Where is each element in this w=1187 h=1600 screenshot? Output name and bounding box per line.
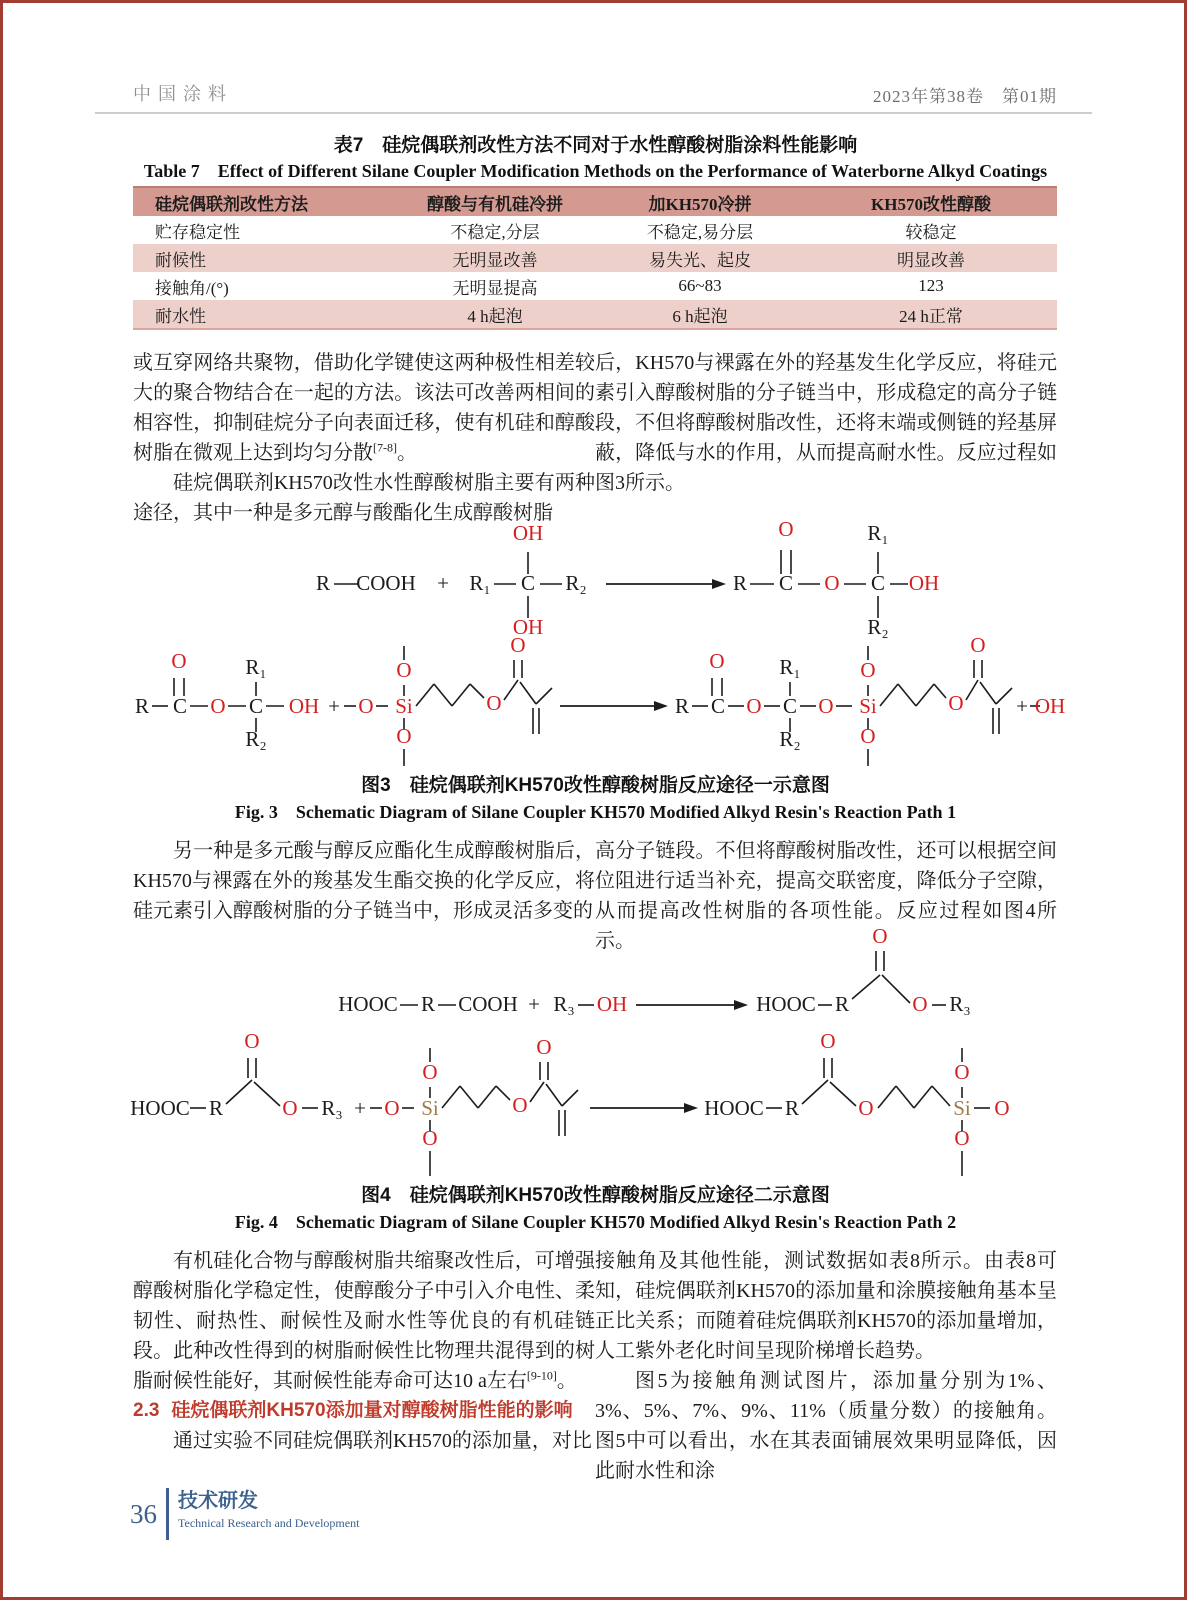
paragraph: 另一种是多元酸与醇反应酯化生成醇酸树脂后，KH570与裸露在外的羧基发生酯交换的化学反应，将硅元素引入醇酸树脂的分子链当中，形成灵活多变的	[133, 840, 595, 922]
svg-text:O: O	[396, 658, 412, 682]
table7-cell: 接触角/(°)	[155, 278, 229, 298]
svg-text:O: O	[858, 1096, 874, 1120]
svg-text:R₂: R₂	[867, 615, 889, 639]
svg-text:O: O	[778, 517, 794, 541]
svg-text:O: O	[384, 1096, 400, 1120]
table7-cell: 贮存稳定性	[155, 222, 240, 242]
svg-text:HOOC: HOOC	[130, 1096, 190, 1120]
table7-cell: 6 h起泡	[595, 300, 805, 329]
paragraph: 接触角及其他性能，测试数据如表8所示。由表8可知，硅烷偶联剂KH570的添加量和涂膜接触角基本呈正比关系；而随着硅烷偶联剂KH570的添加量增加，人工紫外老化时间呈现阶梯增长趋势。	[595, 1250, 1057, 1362]
page-border-left	[0, 0, 3, 1600]
paragraph: 后，KH570与裸露在外的羟基发生化学反应，将硅元素引入醇酸树脂的分子链当中，形成稳定的高分子链段，不但将醇酸树脂改性，还将末端或侧链的羟基屏蔽，降低与水的作用，从而提高耐水性。反应过程如图3所示。	[595, 352, 1057, 494]
citation-superscript: [9-10]	[526, 1368, 557, 1383]
paragraph: 通过实验不同硅烷偶联剂KH570的添加量，对比	[173, 1430, 592, 1452]
svg-text:C: C	[520, 571, 536, 595]
journal-name: 中国涂料	[133, 84, 233, 104]
body-column-right-1	[595, 348, 1057, 498]
svg-text:C: C	[710, 694, 726, 718]
svg-text:OH: OH	[512, 615, 544, 639]
table7-cell: 123	[918, 276, 944, 295]
footer-section	[178, 1488, 359, 1532]
section-number: 2.3	[133, 1400, 160, 1421]
svg-text:O: O	[171, 649, 187, 673]
paragraph: 图5为接触角测试图片，添加量分别为1%、3%、5%、7%、9%、11%（质量分数）的接触角。图5中可以看出，水在其表面铺展效果明显降低，因此耐水性和涂	[595, 1370, 1057, 1482]
svg-text:OH: OH	[908, 571, 940, 595]
svg-text:R: R	[674, 694, 690, 718]
svg-text:O: O	[510, 633, 526, 657]
svg-text:O: O	[820, 1029, 836, 1053]
svg-text:R: R	[834, 992, 850, 1016]
svg-text:R₁: R₁	[245, 655, 267, 679]
svg-text:+: +	[328, 694, 340, 718]
svg-text:R₃: R₃	[553, 992, 575, 1016]
svg-text:O: O	[860, 724, 876, 748]
table7	[133, 186, 1057, 330]
table7-cell: 4 h起泡	[395, 300, 595, 329]
table7-cell: 无明显提高	[452, 278, 538, 298]
svg-text:R₁: R₁	[779, 655, 801, 679]
svg-text:R₂: R₂	[779, 727, 801, 751]
fig3-caption-cn: 图3 硅烷偶联剂KH570改性醇酸树脂反应途径一示意图	[361, 775, 830, 796]
citation-superscript: [7-8]	[373, 440, 397, 455]
svg-text:R: R	[784, 1096, 800, 1120]
svg-text:C: C	[248, 694, 264, 718]
svg-text:O: O	[396, 724, 412, 748]
svg-text:C: C	[870, 571, 886, 595]
svg-text:OH: OH	[512, 521, 544, 545]
fig3-reaction-row2	[128, 628, 1066, 768]
svg-text:R: R	[732, 571, 748, 595]
svg-text:R: R	[208, 1096, 224, 1120]
body-column-left-3	[133, 1246, 595, 1456]
svg-text:R₃: R₃	[949, 992, 971, 1016]
paragraph	[133, 348, 595, 468]
body-column-left-1	[133, 348, 595, 528]
paragraph-text: 有机硅化合物与醇酸树脂共缩聚改性后，可增强醇酸树脂化学稳定性，使醇酸分子中引入介电性、柔韧性、耐热性、耐候性及耐水性等优良的有机硅链段。此种改性得到的树脂耐候性比物理共混得到的树脂耐候性能好，其耐候性能寿命可达10 a左右	[133, 1250, 595, 1392]
svg-text:O: O	[512, 1093, 528, 1117]
section-heading	[133, 1396, 595, 1426]
header-rule	[95, 112, 1092, 114]
table7-cell: 耐候性	[133, 244, 395, 272]
svg-text:Si: Si	[859, 694, 877, 718]
footer-section-en: Technical Research and Development	[178, 1516, 360, 1530]
svg-text:O: O	[709, 649, 725, 673]
fig4-caption-en: Fig. 4 Schematic Diagram of Silane Coupler KH570 Modified Alkyd Resin's Reaction Path 2	[234, 1212, 957, 1232]
paragraph: 硅烷偶联剂KH570改性水性醇酸树脂主要有两种途径，其中一种是多元醇与酸酯化生成醇酸树脂	[133, 472, 595, 524]
svg-text:C: C	[172, 694, 188, 718]
svg-text:+: +	[1016, 694, 1028, 718]
svg-text:C: C	[778, 571, 794, 595]
svg-text:O: O	[536, 1035, 552, 1059]
svg-text:R: R	[315, 571, 331, 595]
fig3-reaction-row1	[128, 518, 1063, 642]
svg-text:Si: Si	[953, 1096, 971, 1120]
svg-text:COOH: COOH	[356, 571, 416, 595]
svg-text:O: O	[872, 924, 888, 948]
table7-cell: 不稳定,分层	[450, 222, 540, 242]
table7-row	[133, 300, 1057, 329]
svg-text:O: O	[954, 1060, 970, 1084]
svg-text:O: O	[486, 691, 502, 715]
fig4-caption-cn: 图4 硅烷偶联剂KH570改性醇酸树脂反应途径二示意图	[361, 1185, 830, 1206]
table7-header-cell: KH570改性醇酸	[805, 187, 1057, 216]
page-border-top	[0, 0, 1187, 3]
svg-text:Si: Si	[421, 1096, 439, 1120]
svg-text:O: O	[282, 1096, 298, 1120]
footer-section-cn: 技术研发	[178, 1490, 258, 1512]
table7-cell: 明显改善	[805, 244, 1057, 272]
footer-divider-bar	[166, 1488, 169, 1540]
svg-text:C: C	[782, 694, 798, 718]
paragraph: 高分子链段。不但将醇酸树脂改性，还可以根据空间位阻进行适当补充，提高交联密度，降低分子空隙，从而提高改性树脂的各项性能。反应过程如图4所示。	[595, 840, 1057, 952]
table7-cell: 无明显改善	[395, 244, 595, 272]
svg-text:O: O	[954, 1126, 970, 1150]
table7-cell: 较稳定	[905, 222, 957, 242]
table7-caption-cn: 表7 硅烷偶联剂改性方法不同对于水性醇酸树脂涂料性能影响	[333, 135, 858, 156]
svg-text:O: O	[746, 694, 762, 718]
table7-cell: 66~83	[678, 276, 722, 295]
svg-text:O: O	[422, 1060, 438, 1084]
body-column-left-2	[133, 836, 595, 926]
table7-row	[133, 216, 1057, 244]
paragraph	[133, 1246, 595, 1396]
svg-text:Si: Si	[395, 694, 413, 718]
svg-text:R₂: R₂	[565, 571, 587, 595]
table7-caption-en: Table 7 Effect of Different Silane Coupler Modification Methods on the Performance of Waterborne Alkyd Coatings	[143, 161, 1048, 181]
svg-text:O: O	[948, 691, 964, 715]
svg-text:O: O	[244, 1029, 260, 1053]
svg-text:O: O	[818, 694, 834, 718]
svg-text:+: +	[437, 571, 449, 595]
svg-text:O: O	[358, 694, 374, 718]
table7-cell: 24 h正常	[805, 300, 1057, 329]
svg-text:O: O	[994, 1096, 1010, 1120]
svg-text:OH: OH	[1034, 694, 1066, 718]
issue-info: 2023年第38卷 第01期	[873, 87, 1057, 106]
table7-header-cell: 硅烷偶联剂改性方法	[133, 187, 395, 216]
table7-cell: 易失光、起皮	[595, 244, 805, 272]
body-column-right-3	[595, 1246, 1057, 1486]
svg-text:OH: OH	[596, 992, 628, 1016]
section-title: 硅烷偶联剂KH570添加量对醇酸树脂性能的影响	[171, 1400, 573, 1421]
table7-cell: 不稳定,易分层	[646, 222, 754, 242]
table7-header-cell: 醇酸与有机硅冷拼	[395, 187, 595, 216]
page-number: 36	[130, 1499, 157, 1529]
table7-header-row	[133, 187, 1057, 216]
svg-text:+: +	[528, 992, 540, 1016]
svg-text:O: O	[970, 633, 986, 657]
svg-text:HOOC: HOOC	[756, 992, 816, 1016]
svg-text:HOOC: HOOC	[338, 992, 398, 1016]
svg-text:O: O	[912, 992, 928, 1016]
svg-text:R: R	[134, 694, 150, 718]
svg-text:R: R	[420, 992, 436, 1016]
fig3-caption-en: Fig. 3 Schematic Diagram of Silane Coupler KH570 Modified Alkyd Resin's Reaction Path 1	[234, 802, 957, 822]
table7-row	[133, 244, 1057, 272]
svg-text:O: O	[422, 1126, 438, 1150]
svg-text:OH: OH	[288, 694, 320, 718]
svg-text:R₂: R₂	[245, 727, 267, 751]
svg-text:R₁: R₁	[469, 571, 491, 595]
fig4-reaction-row2	[128, 1030, 1063, 1180]
svg-text:O: O	[860, 658, 876, 682]
paragraph-text: 。	[397, 442, 417, 464]
table7-cell: 耐水性	[133, 300, 395, 329]
page-footer	[130, 1488, 359, 1540]
svg-text:R₃: R₃	[321, 1096, 343, 1120]
svg-text:COOH: COOH	[458, 992, 518, 1016]
svg-text:R₁: R₁	[867, 521, 889, 545]
paragraph-text: 或互穿网络共聚物，借助化学键使这两种极性相差较大的聚合物结合在一起的方法。该法可改善两相间的相容性，抑制硅烷分子向表面迁移，使有机硅和醇酸树脂在微观上达到均匀分散	[133, 352, 595, 464]
paragraph-text: 。	[556, 1370, 577, 1392]
svg-text:HOOC: HOOC	[704, 1096, 764, 1120]
table7-header-cell: 加KH570冷拼	[595, 187, 805, 216]
svg-text:O: O	[824, 571, 840, 595]
svg-text:+: +	[354, 1096, 366, 1120]
svg-text:O: O	[210, 694, 226, 718]
table7-row	[133, 272, 1057, 300]
